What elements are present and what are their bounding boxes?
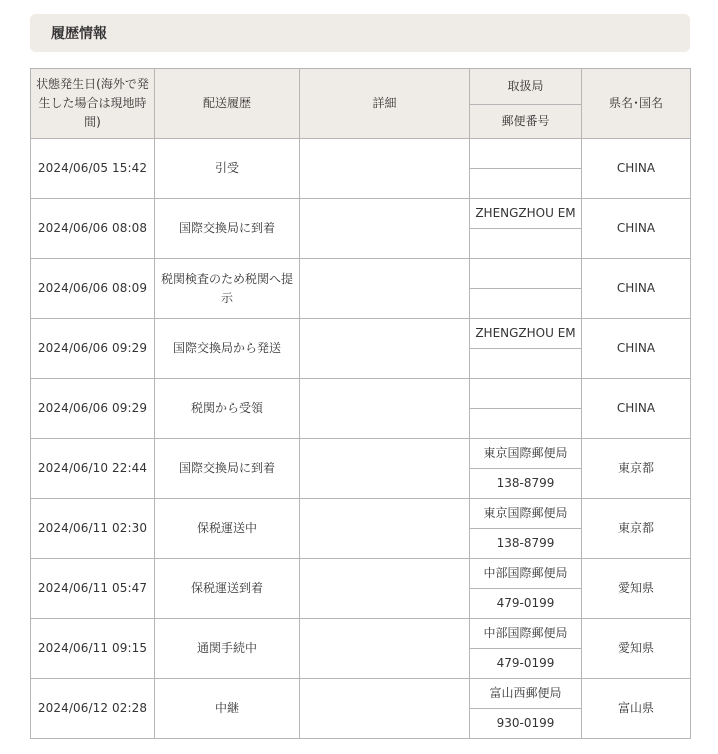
cell-detail bbox=[300, 559, 470, 619]
cell-date: 2024/06/11 02:30 bbox=[31, 499, 155, 559]
cell-office bbox=[470, 139, 582, 169]
cell-status: 国際交換局に到着 bbox=[155, 199, 300, 259]
cell-zip bbox=[470, 169, 582, 199]
table-row bbox=[31, 619, 691, 649]
table-row bbox=[31, 199, 691, 229]
cell-detail bbox=[300, 199, 470, 259]
header-status: 配送履歴 bbox=[155, 69, 300, 139]
cell-office: 中部国際郵便局 bbox=[470, 619, 582, 649]
cell-date: 2024/06/05 15:42 bbox=[31, 139, 155, 199]
cell-zip: 138-8799 bbox=[470, 469, 582, 499]
cell-region: 東京都 bbox=[582, 499, 691, 559]
cell-status: 税関から受領 bbox=[155, 379, 300, 439]
cell-office: ZHENGZHOU EM bbox=[470, 319, 582, 349]
table-row bbox=[31, 559, 691, 589]
cell-office: 富山西郵便局 bbox=[470, 679, 582, 709]
cell-office: 中部国際郵便局 bbox=[470, 559, 582, 589]
table-row bbox=[31, 259, 691, 289]
cell-office: ZHENGZHOU EM bbox=[470, 199, 582, 229]
cell-date: 2024/06/12 02:28 bbox=[31, 679, 155, 739]
table-row bbox=[31, 679, 691, 709]
cell-detail bbox=[300, 379, 470, 439]
cell-status: 国際交換局から発送 bbox=[155, 319, 300, 379]
cell-zip: 479-0199 bbox=[470, 649, 582, 679]
cell-status: 国際交換局に到着 bbox=[155, 439, 300, 499]
cell-zip: 138-8799 bbox=[470, 529, 582, 559]
cell-date: 2024/06/06 09:29 bbox=[31, 379, 155, 439]
section-header bbox=[30, 14, 690, 52]
cell-zip bbox=[470, 409, 582, 439]
cell-zip bbox=[470, 349, 582, 379]
header-date: 状態発生日(海外で発生した場合は現地時間) bbox=[31, 69, 155, 139]
cell-detail bbox=[300, 499, 470, 559]
header-region: 県名･国名 bbox=[582, 69, 691, 139]
table-row bbox=[31, 499, 691, 529]
cell-date: 2024/06/06 09:29 bbox=[31, 319, 155, 379]
cell-detail bbox=[300, 679, 470, 739]
table-body bbox=[31, 139, 691, 739]
cell-zip: 479-0199 bbox=[470, 589, 582, 619]
header-office: 取扱局 bbox=[470, 69, 582, 105]
cell-zip: 930-0199 bbox=[470, 709, 582, 739]
table-row bbox=[31, 139, 691, 169]
cell-region: CHINA bbox=[582, 319, 691, 379]
table-header bbox=[31, 69, 691, 139]
cell-region: 愛知県 bbox=[582, 619, 691, 679]
cell-date: 2024/06/11 09:15 bbox=[31, 619, 155, 679]
cell-region: 愛知県 bbox=[582, 559, 691, 619]
cell-office: 東京国際郵便局 bbox=[470, 499, 582, 529]
cell-status: 中継 bbox=[155, 679, 300, 739]
table-row bbox=[31, 439, 691, 469]
cell-date: 2024/06/06 08:08 bbox=[31, 199, 155, 259]
header-zip: 郵便番号 bbox=[470, 105, 582, 139]
cell-region: 富山県 bbox=[582, 679, 691, 739]
cell-office bbox=[470, 259, 582, 289]
cell-region: CHINA bbox=[582, 379, 691, 439]
cell-detail bbox=[300, 619, 470, 679]
header-detail: 詳細 bbox=[300, 69, 470, 139]
cell-detail bbox=[300, 259, 470, 319]
cell-zip bbox=[470, 289, 582, 319]
cell-region: 東京都 bbox=[582, 439, 691, 499]
table-row bbox=[31, 379, 691, 409]
cell-office: 東京国際郵便局 bbox=[470, 439, 582, 469]
cell-status: 税関検査のため税関へ提示 bbox=[155, 259, 300, 319]
cell-status: 引受 bbox=[155, 139, 300, 199]
cell-detail bbox=[300, 139, 470, 199]
cell-status: 保税運送到着 bbox=[155, 559, 300, 619]
cell-region: CHINA bbox=[582, 199, 691, 259]
cell-detail bbox=[300, 319, 470, 379]
cell-status: 通関手続中 bbox=[155, 619, 300, 679]
cell-date: 2024/06/06 08:09 bbox=[31, 259, 155, 319]
table-row bbox=[31, 319, 691, 349]
section-title: 履歴情報 bbox=[51, 26, 107, 42]
cell-date: 2024/06/11 05:47 bbox=[31, 559, 155, 619]
tracking-history-table bbox=[30, 68, 691, 739]
cell-office bbox=[470, 379, 582, 409]
cell-region: CHINA bbox=[582, 139, 691, 199]
cell-region: CHINA bbox=[582, 259, 691, 319]
cell-zip bbox=[470, 229, 582, 259]
cell-status: 保税運送中 bbox=[155, 499, 300, 559]
cell-date: 2024/06/10 22:44 bbox=[31, 439, 155, 499]
cell-detail bbox=[300, 439, 470, 499]
